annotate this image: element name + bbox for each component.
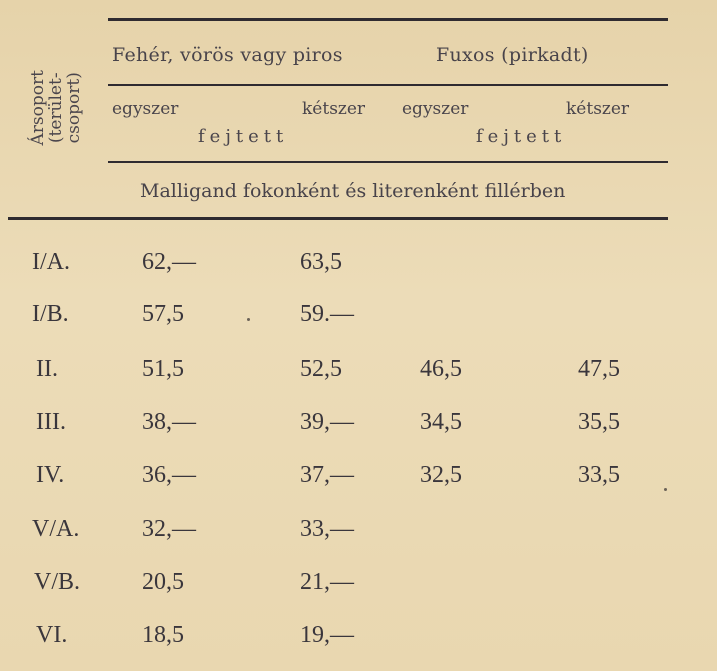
- group-header-line-2: (terület-: [46, 72, 67, 144]
- subheader-ketszer-2: kétszer: [566, 99, 630, 119]
- sub-rule: [108, 161, 668, 163]
- cell-value: 63,5: [300, 249, 342, 275]
- cell-value: 20,5: [142, 569, 184, 595]
- subheader-egyszer-2: egyszer: [402, 99, 469, 119]
- cell-value: 35,5: [578, 409, 620, 435]
- group-header-line-1: Ársoport: [28, 70, 49, 146]
- subheader-ketszer-1: kétszer: [302, 99, 366, 119]
- group-header-line-3: csoport): [63, 72, 84, 144]
- cell-value: 18,5: [142, 622, 184, 648]
- cell-value: 39,—: [300, 409, 354, 435]
- row-group-label: II.: [36, 356, 58, 382]
- row-group-label: III.: [36, 409, 66, 435]
- cell-value: 36,—: [142, 462, 196, 488]
- row-group-label: IV.: [36, 462, 65, 488]
- subheader-fejtett-1: fejtett: [198, 126, 289, 147]
- row-group-label: V/A.: [32, 516, 80, 542]
- paper-speck: [247, 318, 250, 321]
- paper-speck: [664, 488, 667, 491]
- group-column-header: [14, 38, 100, 178]
- cell-value: 37,—: [300, 462, 354, 488]
- cell-value: 59.—: [300, 301, 354, 327]
- header-bottom-rule: [8, 217, 668, 220]
- row-group-label: V/B.: [34, 569, 81, 595]
- row-group-label: I/A.: [32, 249, 70, 275]
- column-group-fuxos: Fuxos (pirkadt): [436, 44, 589, 66]
- cell-value: 33,5: [578, 462, 620, 488]
- cell-value: 33,—: [300, 516, 354, 542]
- unit-caption: Malligand fokonként és literenként fillérben: [140, 180, 566, 202]
- cell-value: 47,5: [578, 356, 620, 382]
- subheader-fejtett-2: fejtett: [476, 126, 567, 147]
- cell-value: 21,—: [300, 569, 354, 595]
- cell-value: 38,—: [142, 409, 196, 435]
- cell-value: 46,5: [420, 356, 462, 382]
- group-rule: [108, 84, 668, 86]
- cell-value: 51,5: [142, 356, 184, 382]
- column-group-white-red: Fehér, vörös vagy piros: [112, 44, 343, 66]
- row-group-label: VI.: [36, 622, 68, 648]
- cell-value: 32,—: [142, 516, 196, 542]
- cell-value: 19,—: [300, 622, 354, 648]
- cell-value: 52,5: [300, 356, 342, 382]
- cell-value: 32,5: [420, 462, 462, 488]
- cell-value: 34,5: [420, 409, 462, 435]
- subheader-egyszer-1: egyszer: [112, 99, 179, 119]
- top-rule: [108, 18, 668, 21]
- cell-value: 62,—: [142, 249, 196, 275]
- cell-value: 57,5: [142, 301, 184, 327]
- row-group-label: I/B.: [32, 301, 69, 327]
